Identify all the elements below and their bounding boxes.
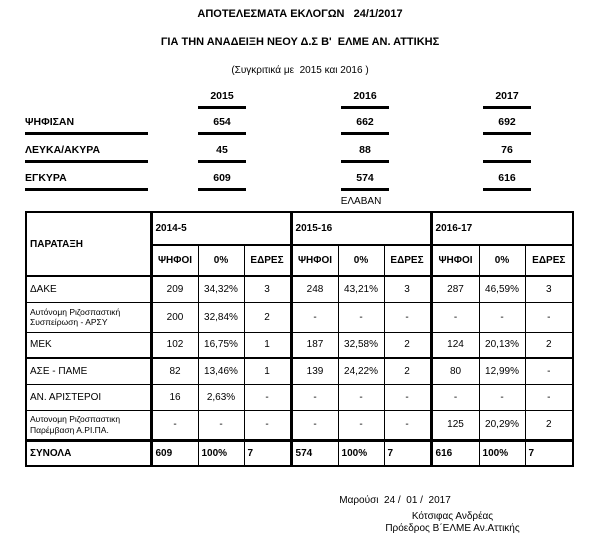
party-name: ΑΝ. ΑΡΙΣΤΕΡΟΙ: [26, 384, 151, 410]
place-date: Μαρούσι 24 / 01 / 2017: [339, 495, 451, 506]
votes-total: 574: [291, 440, 338, 466]
signatory-title: Πρόεδρος Β΄ΕΛΜΕ Αν.Αττικής: [385, 523, 520, 534]
seats-cell: 2: [525, 410, 573, 440]
totals-row: [26, 440, 573, 466]
seats-cell: 3: [525, 276, 573, 302]
table-row: [26, 302, 573, 332]
votes-cell: 125: [431, 410, 479, 440]
comparison-note: (Συγκριτικά με 2015 και 2016 ): [231, 65, 369, 76]
period-header: 2014-5: [151, 212, 291, 245]
seats-cell: 1: [244, 332, 291, 358]
votes-total: 616: [431, 440, 479, 466]
table-row: [26, 384, 573, 410]
votes-cell: -: [151, 410, 198, 440]
summary-value: 609: [198, 172, 246, 191]
votes-cell: -: [431, 302, 479, 332]
party-column-header: ΠΑΡΑΤΑΞΗ: [26, 212, 151, 276]
totals-label: ΣΥΝΟΛΑ: [26, 440, 151, 466]
summary-value: 662: [341, 116, 389, 135]
votes-cell: -: [291, 384, 338, 410]
table-row: [26, 276, 573, 302]
votes-cell: 80: [431, 358, 479, 384]
percent-cell: 32,58%: [338, 332, 384, 358]
party-name: Αυτονομη Ριζοσπαστικη Παρέμβαση Α.ΡΙ.ΠΑ.: [26, 410, 151, 440]
seats-cell: -: [244, 410, 291, 440]
percent-cell: -: [338, 410, 384, 440]
table-row: [26, 332, 573, 358]
summary-value: 692: [483, 116, 531, 135]
table-caption: ΕΛΑΒΑΝ: [340, 196, 382, 207]
percent-cell: -: [198, 410, 244, 440]
summary-label-blank-invalid: ΛΕΥΚΑ/ΑΚΥΡΑ: [25, 144, 148, 163]
summary-year-2016: 2016: [341, 90, 389, 109]
votes-cell: 287: [431, 276, 479, 302]
seats-cell: 2: [384, 358, 431, 384]
summary-label-valid: ΕΓΚΥΡΑ: [25, 172, 148, 191]
seats-total: 7: [525, 440, 573, 466]
votes-cell: -: [291, 410, 338, 440]
percent-cell: 46,59%: [479, 276, 525, 302]
votes-header: ΨΗΦΟΙ: [431, 245, 479, 276]
summary-value: 76: [483, 144, 531, 163]
summary-year-2017: 2017: [483, 90, 531, 109]
votes-header: ΨΗΦΟΙ: [291, 245, 338, 276]
percent-cell: -: [338, 302, 384, 332]
percent-cell: 20,29%: [479, 410, 525, 440]
doc-title: ΑΠΟΤΕΛΕΣΜΑΤΑ ΕΚΛΟΓΩΝ 24/1/2017: [197, 8, 403, 20]
party-name: ΔΑΚΕ: [26, 276, 151, 302]
seats-cell: 2: [384, 332, 431, 358]
percent-cell: 20,13%: [479, 332, 525, 358]
votes-cell: 124: [431, 332, 479, 358]
percent-cell: 34,32%: [198, 276, 244, 302]
party-name: ΜΕΚ: [26, 332, 151, 358]
votes-total: 609: [151, 440, 198, 466]
seats-cell: -: [525, 384, 573, 410]
seats-total: 7: [384, 440, 431, 466]
percent-cell: 16,75%: [198, 332, 244, 358]
seats-cell: 1: [244, 358, 291, 384]
results-table: [25, 211, 574, 467]
seats-cell: -: [244, 384, 291, 410]
votes-cell: 200: [151, 302, 198, 332]
seats-cell: -: [384, 410, 431, 440]
seats-cell: 3: [384, 276, 431, 302]
party-name: Αυτόνομη Ριζοσπαστική Συσπείρωση - ΑΡΣΥ: [26, 302, 151, 332]
percent-cell: 2,63%: [198, 384, 244, 410]
percent-cell: 43,21%: [338, 276, 384, 302]
votes-cell: 82: [151, 358, 198, 384]
signatory-name: Κότσιφας Ανδρέας: [411, 511, 494, 522]
summary-year-2015: 2015: [198, 90, 246, 109]
votes-cell: -: [431, 384, 479, 410]
percent-header: 0%: [198, 245, 244, 276]
period-header: 2016-17: [431, 212, 573, 245]
percent-cell: -: [479, 302, 525, 332]
seats-cell: 2: [525, 332, 573, 358]
percent-cell: 24,22%: [338, 358, 384, 384]
percent-cell: -: [338, 384, 384, 410]
table-row: [26, 358, 573, 384]
seats-cell: 3: [244, 276, 291, 302]
votes-cell: -: [291, 302, 338, 332]
table-row: [26, 410, 573, 440]
seats-header: ΕΔΡΕΣ: [244, 245, 291, 276]
votes-cell: 187: [291, 332, 338, 358]
summary-value: 616: [483, 172, 531, 191]
summary-value: 45: [198, 144, 246, 163]
doc-subtitle: ΓΙΑ ΤΗΝ ΑΝΑΔΕΙΞΗ ΝΕΟΥ Δ.Σ Β' ΕΛΜΕ ΑΝ. ΑΤΤΙΚΗΣ: [160, 36, 440, 48]
seats-header: ΕΔΡΕΣ: [525, 245, 573, 276]
seats-cell: 2: [244, 302, 291, 332]
party-name: ΑΣΕ - ΠΑΜΕ: [26, 358, 151, 384]
votes-cell: 209: [151, 276, 198, 302]
percent-header: 0%: [479, 245, 525, 276]
seats-cell: -: [384, 384, 431, 410]
percent-header: 0%: [338, 245, 384, 276]
summary-value: 88: [341, 144, 389, 163]
seats-header: ΕΔΡΕΣ: [384, 245, 431, 276]
percent-total: 100%: [338, 440, 384, 466]
seats-cell: -: [525, 302, 573, 332]
summary-label-voted: ΨΗΦΙΣΑΝ: [25, 116, 148, 135]
percent-cell: 32,84%: [198, 302, 244, 332]
votes-cell: 248: [291, 276, 338, 302]
period-header-row: [26, 212, 573, 245]
votes-cell: 139: [291, 358, 338, 384]
percent-total: 100%: [198, 440, 244, 466]
seats-cell: -: [384, 302, 431, 332]
summary-value: 654: [198, 116, 246, 135]
period-header: 2015-16: [291, 212, 431, 245]
seats-cell: -: [525, 358, 573, 384]
votes-header: ΨΗΦΟΙ: [151, 245, 198, 276]
percent-cell: -: [479, 384, 525, 410]
summary-value: 574: [341, 172, 389, 191]
percent-cell: 12,99%: [479, 358, 525, 384]
percent-total: 100%: [479, 440, 525, 466]
percent-cell: 13,46%: [198, 358, 244, 384]
votes-cell: 102: [151, 332, 198, 358]
seats-total: 7: [244, 440, 291, 466]
votes-cell: 16: [151, 384, 198, 410]
